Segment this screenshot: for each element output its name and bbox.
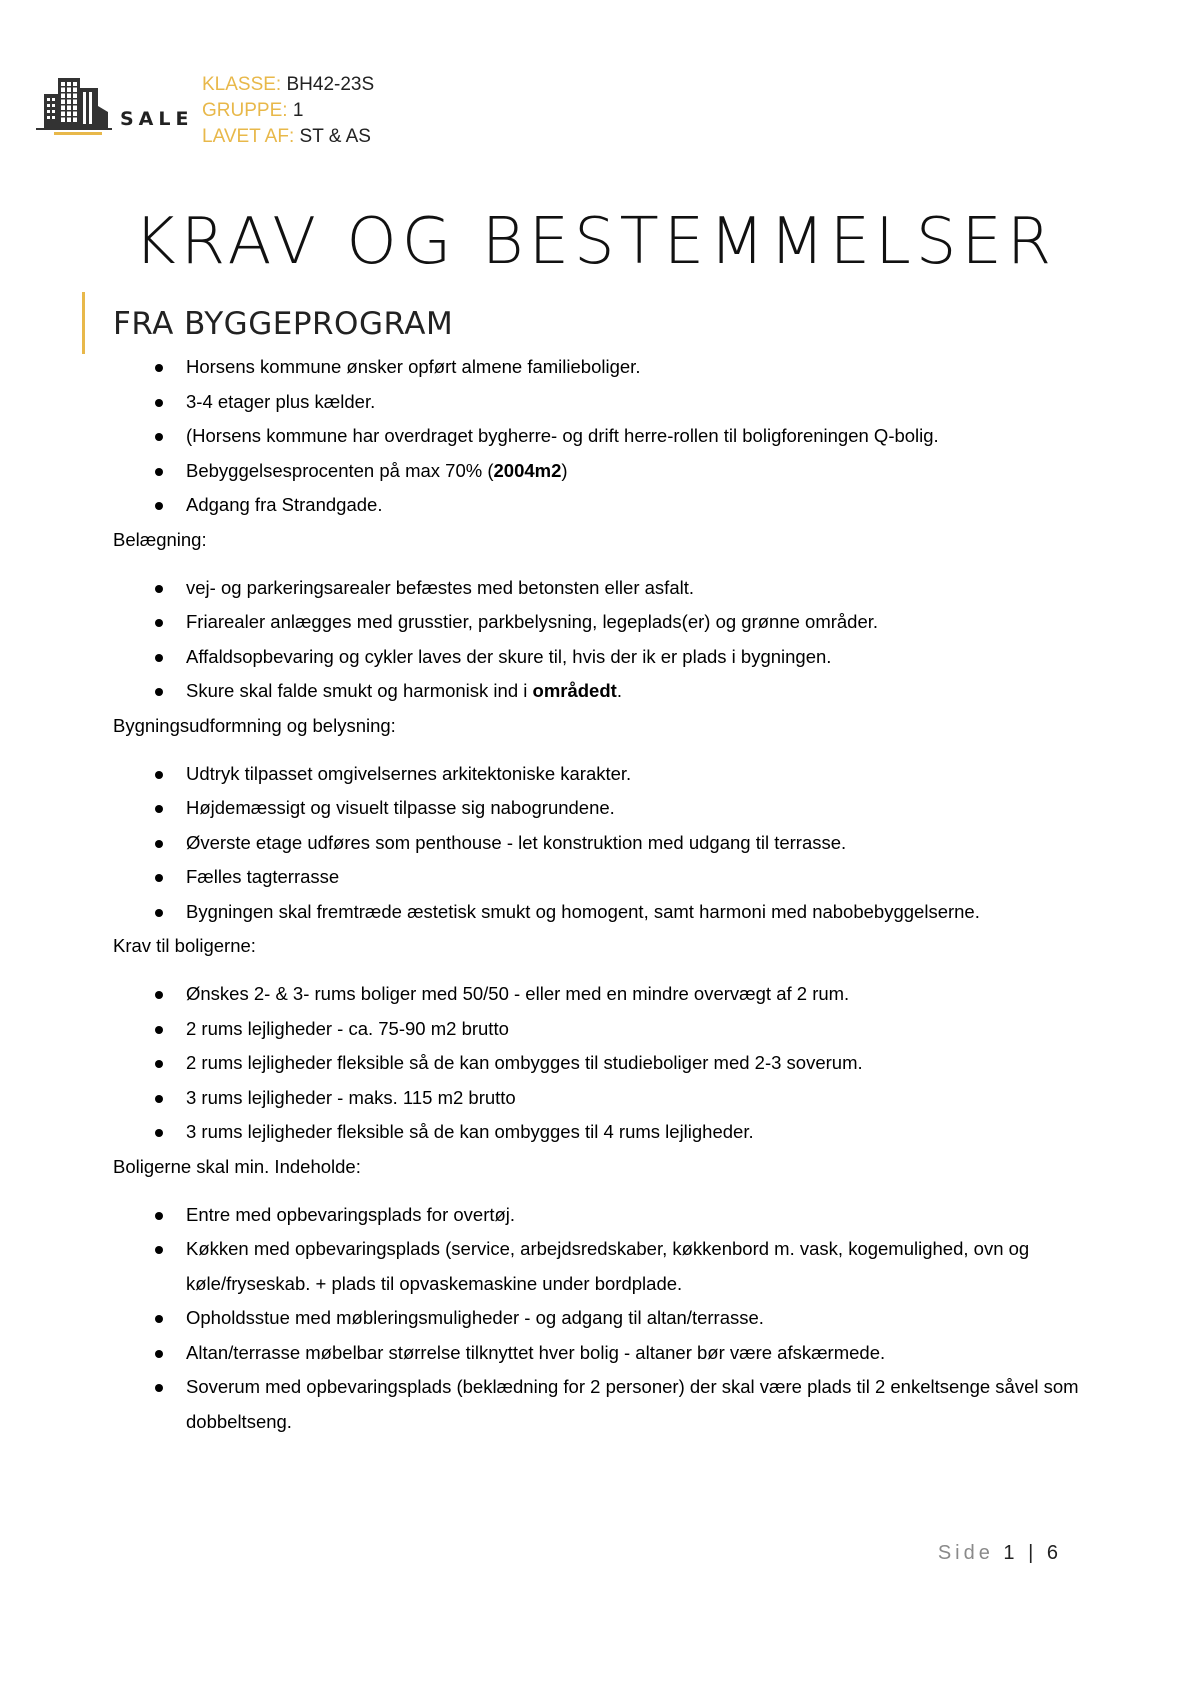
gruppe-line (202, 98, 374, 124)
sale-logo (36, 72, 194, 142)
logo-text: SALE (120, 108, 194, 130)
bygning-label: Bygningsudformning og belysning: (113, 714, 396, 736)
section-accent-bar (82, 292, 85, 354)
list-item: Entre med opbevaringsplads for overtøj. (113, 1198, 1083, 1233)
krav-label: Krav til boligerne: (113, 935, 256, 956)
list-item: (Horsens kommune har overdraget bygherre- og drift herre-rollen til boligforeningen Q-bolig. (113, 419, 1083, 454)
list-item: Bebyggelsesprocenten på max 70% (2004m2) (113, 454, 1083, 489)
indhold-list (113, 1198, 1083, 1440)
list-item: 2 rums lejligheder fleksible så de kan ombygges til studieboliger med 2-3 soverum. (113, 1046, 1083, 1081)
list-item: 3-4 etager plus kælder. (113, 385, 1083, 420)
document-meta (202, 72, 374, 150)
list-item: Skure skal falde smukt og harmonisk ind i områdedt. (113, 674, 1083, 709)
list-item: 2 rums lejligheder - ca. 75-90 m2 brutto (113, 1012, 1083, 1047)
list-item: Friarealer anlægges med grusstier, parkbelysning, legeplads(er) og grønne områder. (113, 605, 1083, 640)
list-item: Adgang fra Strandgade. (113, 488, 1083, 523)
list-item: Udtryk tilpasset omgivelsernes arkitektoniske karakter. (113, 757, 1083, 792)
lavet-label: LAVET AF: (202, 126, 295, 147)
list-item: Ønskes 2- & 3- rums boliger med 50/50 - eller med en mindre overvægt af 2 rum. (113, 977, 1083, 1012)
section-heading: FRA BYGGEPROGRAM (113, 306, 454, 342)
list-item: Højdemæssigt og visuelt tilpasse sig nabogrundene. (113, 791, 1083, 826)
list-item: vej- og parkeringsarealer befæstes med betonsten eller asfalt. (113, 571, 1083, 606)
list-item: 3 rums lejligheder - maks. 115 m2 brutto (113, 1081, 1083, 1116)
document-body (113, 350, 1083, 1439)
lavet-line (202, 124, 374, 150)
page-title: KRAV OG BESTEMMELSER (133, 205, 1057, 279)
intro-list (113, 350, 1083, 523)
building-logo-icon (36, 72, 186, 142)
list-item: 3 rums lejligheder fleksible så de kan ombygges til 4 rums lejligheder. (113, 1115, 1083, 1150)
gruppe-value: 1 (292, 100, 304, 121)
list-item: Fælles tagterrasse (113, 860, 1083, 895)
klasse-value: BH42-23S (286, 74, 375, 95)
klasse-line (202, 72, 374, 98)
bygning-list (113, 757, 1083, 930)
list-item: Affaldsopbevaring og cykler laves der skure til, hvis der ik er plads i bygningen. (113, 640, 1083, 675)
list-item: Soverum med opbevaringsplads (beklædning for 2 personer) der skal være plads til 2 enkeltsenge såvel som dobbeltseng. (113, 1370, 1083, 1439)
klasse-label: KLASSE: (202, 74, 282, 95)
page-total: 6 (1046, 1542, 1062, 1564)
page-number (938, 1542, 1062, 1565)
belaegning-label: Belægning: (113, 528, 207, 550)
krav-list (113, 977, 1083, 1150)
list-item: Opholdsstue med møbleringsmuligheder - og adgang til altan/terrasse. (113, 1301, 1083, 1336)
list-item: Bygningen skal fremtræde æstetisk smukt og homogent, samt harmoni med nabobebyggelserne. (113, 895, 1083, 930)
gruppe-label: GRUPPE: (202, 100, 288, 121)
lavet-value: ST & AS (299, 126, 371, 147)
side-label: Side (937, 1542, 994, 1564)
indhold-label: Boligerne skal min. Indeholde: (113, 1155, 361, 1177)
page-separator: | (1028, 1542, 1038, 1564)
list-item: Horsens kommune ønsker opført almene familieboliger. (113, 350, 1083, 385)
page-current: 1 (1003, 1542, 1019, 1564)
list-item: Øverste etage udføres som penthouse - let konstruktion med udgang til terrasse. (113, 826, 1083, 861)
belaegning-list (113, 571, 1083, 709)
list-item: Altan/terrasse møbelbar størrelse tilknyttet hver bolig - altaner bør være afskærmede. (113, 1336, 1083, 1371)
list-item: Køkken med opbevaringsplads (service, arbejdsredskaber, køkkenbord m. vask, kogemulighed, ovn og køle/fryseskab. + plads til opvaskemaskine under bordplade. (113, 1232, 1083, 1301)
document-header (36, 72, 456, 152)
